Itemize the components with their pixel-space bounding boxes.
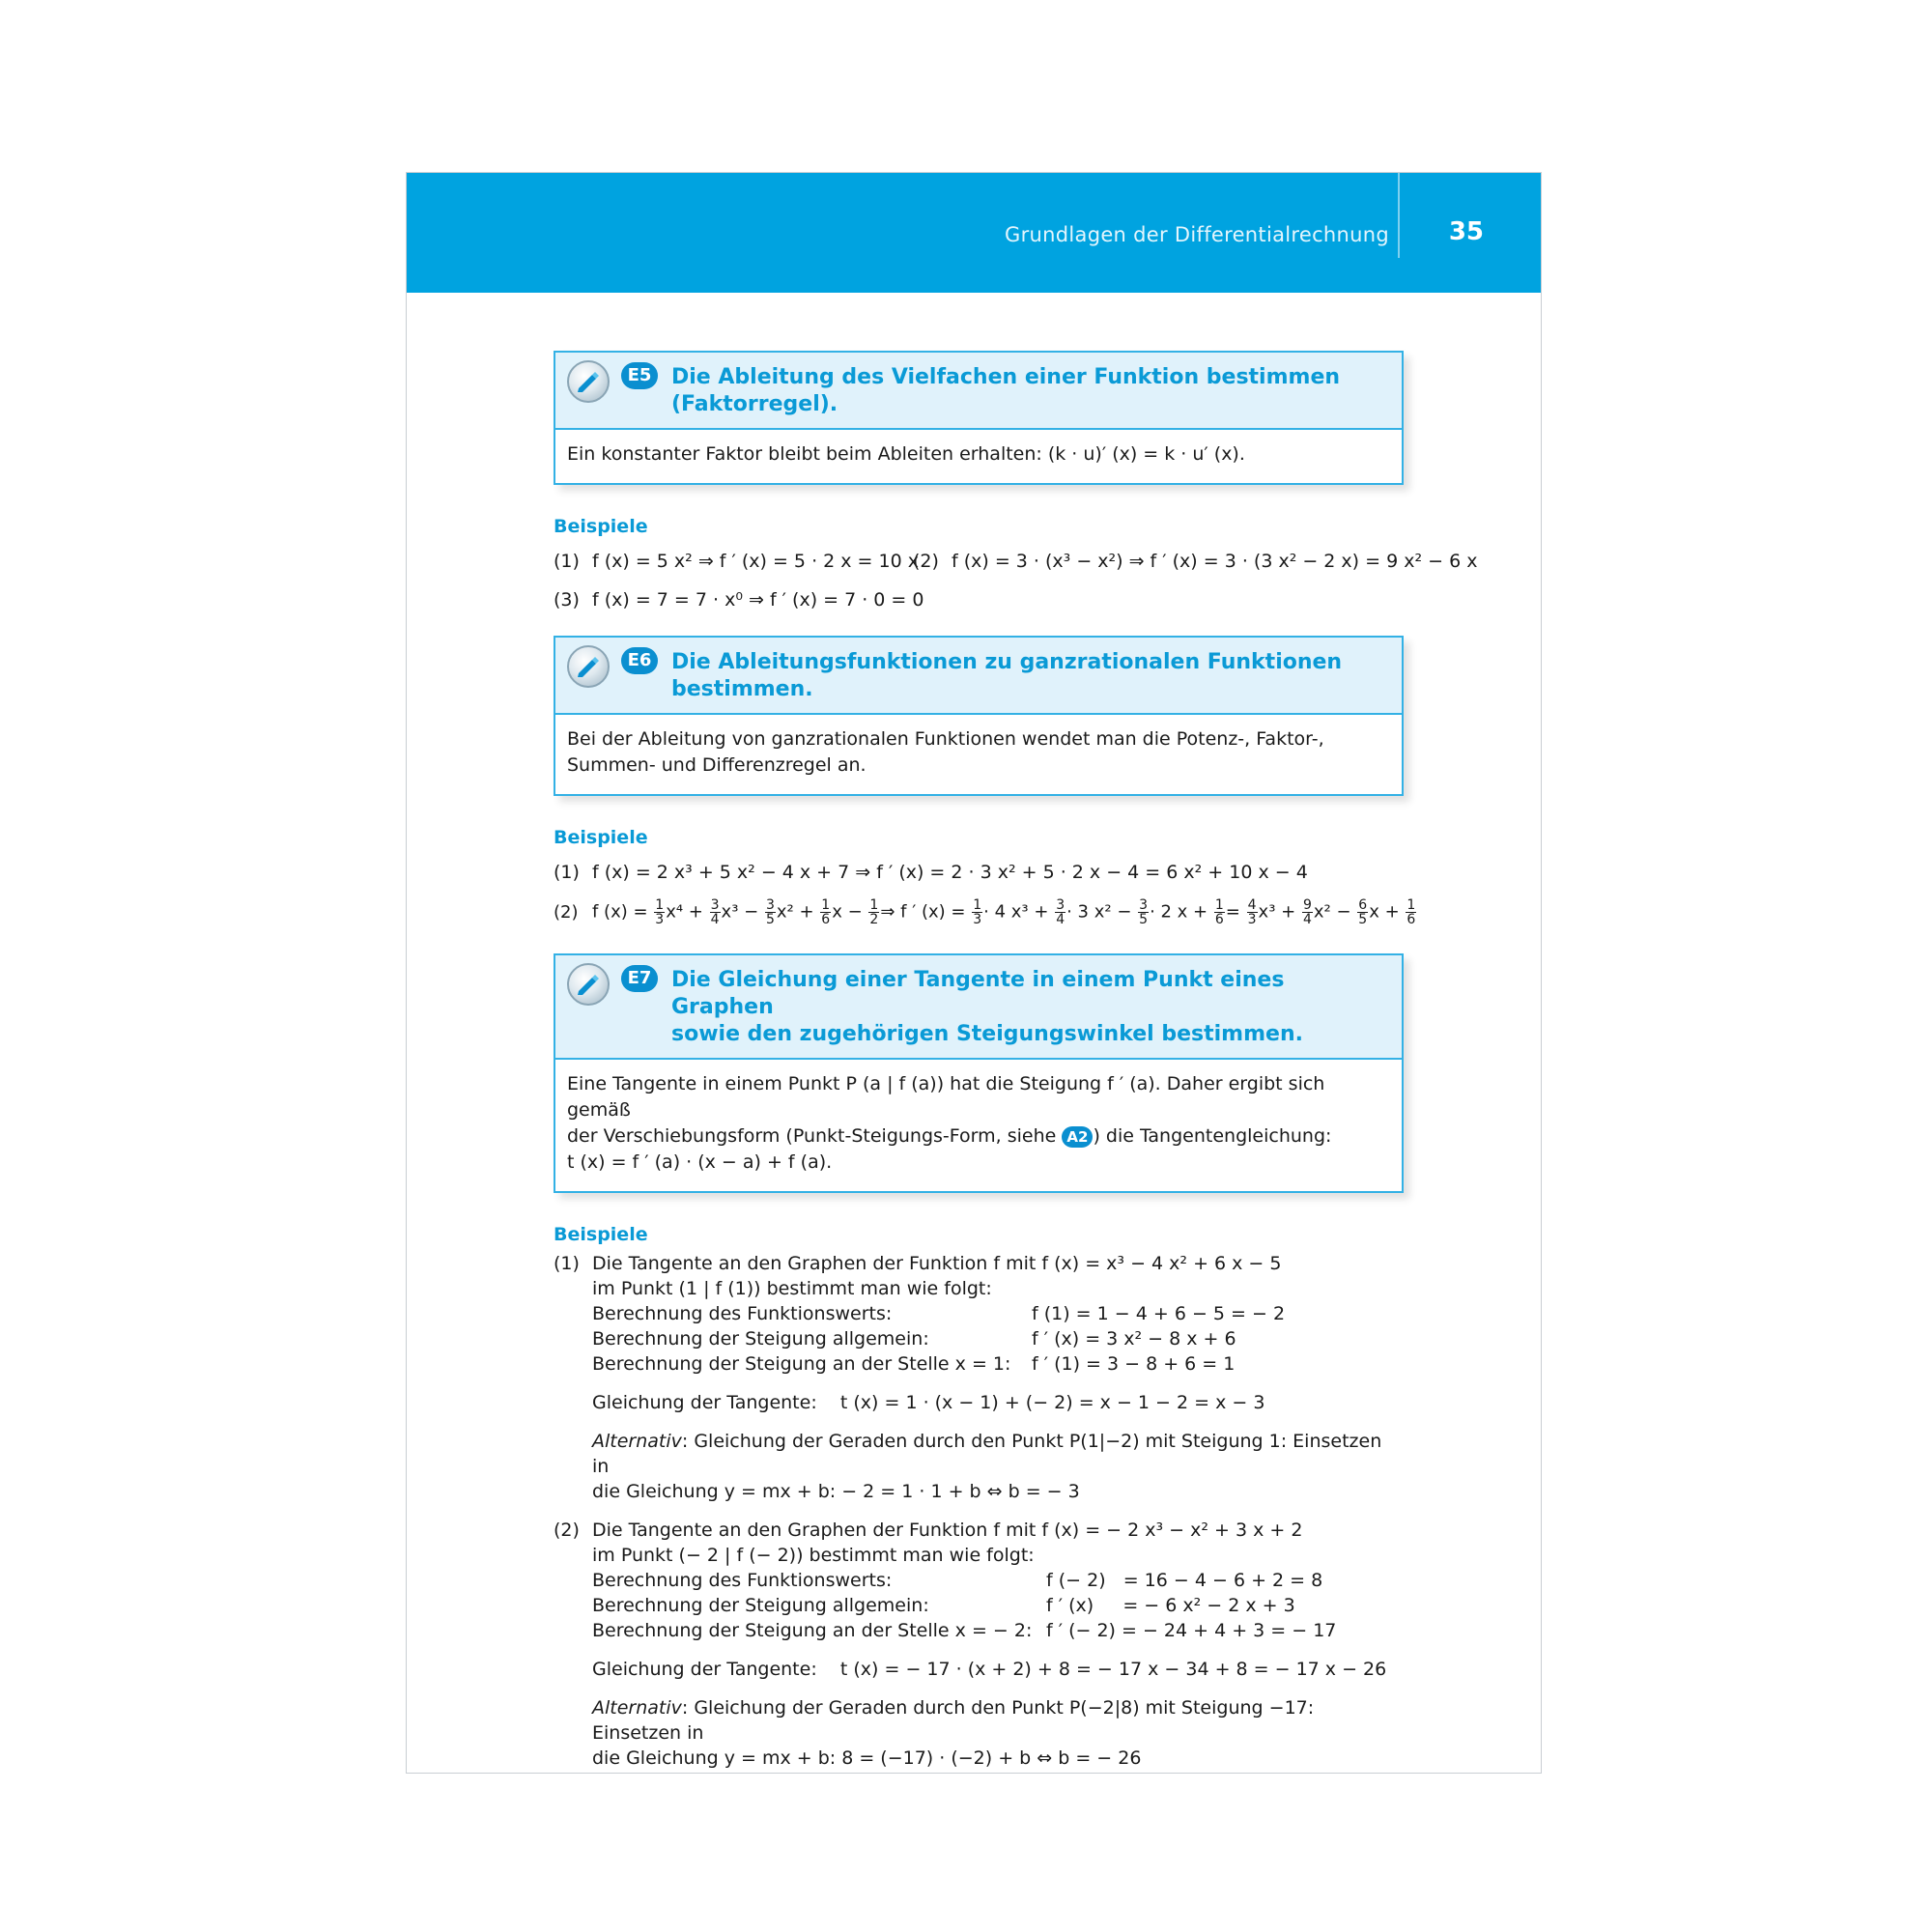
example-body [592, 1251, 1404, 1504]
example-1 [554, 860, 1308, 885]
alternative-text: die Gleichung y = mx + b: − 2 = 1 · 1 + b ⇔ b = − 3 [592, 1481, 1080, 1502]
example-row [554, 587, 1404, 612]
book-page [406, 172, 1542, 1774]
rule-title-line2: (Faktorregel). [671, 392, 838, 416]
example-intro: Die Tangente an den Graphen der Funktion f mit f (x) = − 2 x³ − x² + 3 x + 2 [592, 1520, 1303, 1541]
example-3 [554, 587, 923, 612]
rule-label: E7 [621, 965, 658, 992]
rule-body-line: Bei der Ableitung von ganzrationalen Funktionen wendet man die Potenz-, Faktor-, [567, 728, 1324, 750]
rule-title: Die Ableitungsfunktionen zu ganzrationalen Funktionen bestimmen. [671, 650, 1343, 701]
fraction: $\frac{1}{6}$ [1406, 897, 1416, 927]
example-2 [913, 549, 1477, 574]
example-row [554, 860, 1404, 885]
pencil-icon [567, 360, 610, 403]
calc-row: Berechnung der Steigung an der Stelle x = − 2: f ′ (− 2) = − 24 + 4 + 3 = − 17 [592, 1620, 1337, 1641]
rule-box-head [555, 353, 1402, 430]
header-divider [1398, 173, 1400, 258]
rule-body-line: Eine Tangente in einem Punkt P (a | f (a)) hat die Steigung f ′ (a). Daher ergibt sich gemäß [567, 1073, 1325, 1121]
rule-box-e6 [554, 636, 1404, 796]
rule-body-line: Summen- und Differenzregel an. [567, 754, 867, 776]
fraction: $\frac{1}{6}$ [821, 897, 831, 927]
example-formula: f (x) = 5 x² ⇒ f ′ (x) = 5 · 2 x = 10 x [592, 551, 919, 572]
fraction: $\frac{9}{4}$ [1302, 897, 1312, 927]
example-formula: f (x) = 7 = 7 · x⁰ ⇒ f ′ (x) = 7 · 0 = 0 [592, 589, 924, 611]
rule-box-head [555, 955, 1402, 1060]
example-number: (3) [554, 589, 580, 611]
rule-label: E6 [621, 647, 658, 674]
fraction: $\frac{1}{2}$ [869, 897, 879, 927]
tangent-equation: Gleichung der Tangente: t (x) = 1 · (x − 1) + (− 2) = x − 1 − 2 = x − 3 [592, 1392, 1265, 1413]
rule-box-head [555, 638, 1402, 715]
examples-heading: Beispiele [554, 1224, 648, 1245]
example-number: (1) [554, 862, 580, 883]
rule-title-line1: Die Ableitung des Vielfachen einer Funktion bestimmen [671, 365, 1341, 389]
example-row [554, 897, 1416, 927]
fraction: $\frac{3}{4}$ [710, 897, 720, 927]
example-body [592, 1518, 1404, 1771]
rule-body [555, 715, 1402, 794]
example-1 [554, 1251, 1404, 1504]
tangent-equation: Gleichung der Tangente: t (x) = − 17 · (x + 2) + 8 = − 17 x − 34 + 8 = − 17 x − 26 [592, 1659, 1387, 1680]
rule-label: E5 [621, 362, 658, 389]
reference-badge-a2[interactable]: A2 [1062, 1126, 1093, 1148]
rule-body: Ein konstanter Faktor bleibt beim Ableiten erhalten: (k · u)′ (x) = k · u′ (x). [567, 443, 1245, 465]
calc-row: Berechnung der Steigung an der Stelle x = 1: f ′ (1) = 3 − 8 + 6 = 1 [592, 1353, 1236, 1375]
example-number: (1) [554, 551, 580, 572]
example-formula: f (x) = 2 x³ + 5 x² − 4 x + 7 ⇒ f ′ (x) = 2 · 3 x² + 5 · 2 x − 4 = 6 x² + 10 x − 4 [592, 862, 1308, 883]
fraction: $\frac{1}{3}$ [973, 897, 982, 927]
rule-body-line: der Verschiebungsform (Punkt-Steigungs-Form, siehe A2 ) die Tangentengleichung: [567, 1125, 1332, 1147]
example-intro: im Punkt (1 | f (1)) bestimmt man wie folgt: [592, 1278, 992, 1299]
example-1 [554, 549, 919, 574]
rule-body [555, 1060, 1402, 1191]
example-number: (2) [913, 551, 939, 572]
example-intro: im Punkt (− 2 | f (− 2)) bestimmt man wie folgt: [592, 1545, 1035, 1566]
calc-row: Berechnung des Funktionswerts: f (1) = 1 − 4 + 6 − 5 = − 2 [592, 1303, 1286, 1324]
fraction: $\frac{1}{6}$ [1214, 897, 1224, 927]
example-2 [554, 1518, 1404, 1771]
rule-title-line2: sowie den zugehörigen Steigungswinkel bestimmen. [671, 1022, 1303, 1046]
rule-box-e7 [554, 953, 1404, 1193]
example-number: (2) [554, 901, 579, 923]
example-intro: Die Tangente an den Graphen der Funktion f mit f (x) = x³ − 4 x² + 6 x − 5 [592, 1253, 1282, 1274]
chapter-title: Grundlagen der Differentialrechnung [1005, 223, 1389, 246]
page-content [554, 351, 1478, 1780]
rule-body-line: t (x) = f ′ (a) · (x − a) + f (a). [567, 1151, 833, 1173]
calc-row: Berechnung der Steigung allgemein: f ′ (x) = − 6 x² − 2 x + 3 [592, 1595, 1295, 1616]
example-number: (1) [554, 1253, 580, 1274]
pencil-icon [567, 645, 610, 688]
alternative-text: die Gleichung y = mx + b: 8 = (−17) · (−2) + b ⇔ b = − 26 [592, 1747, 1142, 1769]
fraction: $\frac{3}{4}$ [1056, 897, 1065, 927]
example-2: (2) f (x) = $\frac{1}{3}$ x⁴ + $\frac{3}{4}$ x³ − $\frac{3}{5}$ x² + $\frac{1}{6}$ x − $\frac{1}{2}$ ⇒ f ′ (x) = $\frac{1}{3}$ · 4 x³ + $\frac{3}{4}$ · 3 x² − $\frac{3}{5}$ · 2 x + $\frac{1}{6}$ = $\frac{4}{3}$ x³ + $\frac{9}{4}$ x² − $\frac{6}{5}$ x + $\frac{1}{6}$ [554, 897, 1416, 927]
fraction: $\frac{6}{5}$ [1358, 897, 1368, 927]
page-number: 35 [1448, 217, 1484, 246]
example-row [554, 549, 1478, 574]
examples-heading: Beispiele [554, 516, 648, 537]
alternative-text: Alternativ: Gleichung der Geraden durch den Punkt P(−2|8) mit Steigung −17: Einsetzen in [592, 1697, 1315, 1744]
rule-title-line1: Die Gleichung einer Tangente in einem Punkt eines Graphen [671, 968, 1285, 1019]
page-header [407, 173, 1541, 293]
fraction: $\frac{4}{3}$ [1247, 897, 1257, 927]
calc-row: Berechnung der Steigung allgemein: f ′ (x) = 3 x² − 8 x + 6 [592, 1328, 1236, 1350]
fraction: $\frac{3}{5}$ [765, 897, 775, 927]
example-number: (2) [554, 1520, 580, 1541]
alternative-text: Alternativ: Gleichung der Geraden durch den Punkt P(1|−2) mit Steigung 1: Einsetzen in [592, 1431, 1382, 1477]
calc-row: Berechnung des Funktionswerts: f (− 2) = 16 − 4 − 6 + 2 = 8 [592, 1570, 1323, 1591]
rule-box-e5 [554, 351, 1404, 485]
example-formula: f (x) = 3 · (x³ − x²) ⇒ f ′ (x) = 3 · (3 x² − 2 x) = 9 x² − 6 x [952, 551, 1478, 572]
fraction: $\frac{1}{3}$ [655, 897, 665, 927]
examples-heading: Beispiele [554, 827, 648, 848]
pencil-icon [567, 963, 610, 1006]
formula-part: f (x) = [592, 901, 648, 923]
fraction: $\frac{3}{5}$ [1139, 897, 1149, 927]
